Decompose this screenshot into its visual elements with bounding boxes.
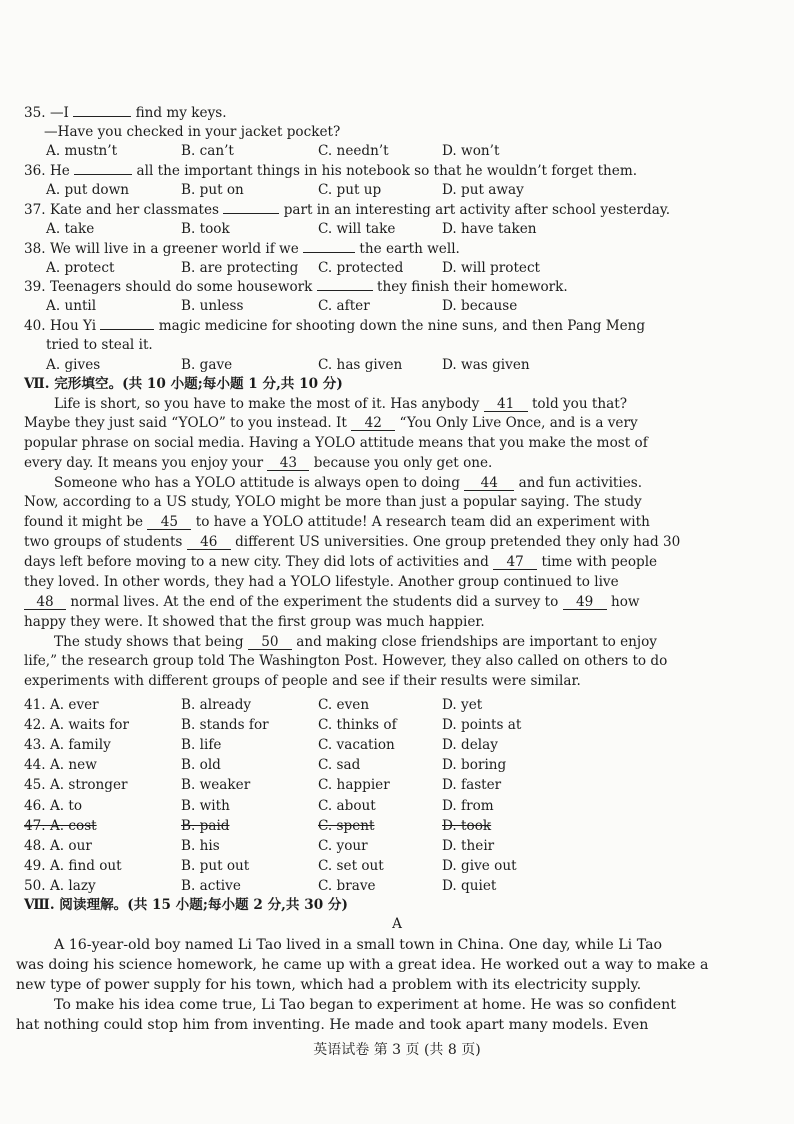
option-c: C. thinks of <box>318 717 397 734</box>
question-35-stem: 35. —I find my keys. <box>24 105 227 121</box>
option-d: D. took <box>442 817 492 834</box>
option-b: B. unless <box>181 298 244 314</box>
reading-line: new type of power supply for his town, which had a problem with its electricity supply. <box>16 977 642 993</box>
blank-42: 42 <box>351 416 395 431</box>
cloze-line: two groups of students 46 different US universities. One group pretended they only had 30 <box>24 534 681 550</box>
reading-line: was doing his science homework, he came up with a great idea. He worked out a way to make a <box>16 957 709 973</box>
question-35-reply: —Have you checked in your jacket pocket? <box>44 124 341 140</box>
option-a: 50. A. lazy <box>24 877 96 894</box>
page-footer: 英语试卷 第 3 页 (共 8 页) <box>313 1042 481 1058</box>
option-d: D. was given <box>442 357 530 373</box>
option-b: B. active <box>181 877 241 894</box>
option-c: C. has given <box>318 357 403 373</box>
option-a: 49. A. find out <box>24 857 122 874</box>
option-a: 43. A. family <box>24 737 111 754</box>
reading-line: A 16-year-old boy named Li Tao lived in a small town in China. One day, while Li Tao <box>54 937 663 953</box>
option-b: B. put on <box>181 182 244 198</box>
option-d: D. their <box>442 837 495 854</box>
cloze-line: found it might be 45 to have a YOLO attitude! A research team did an experiment with <box>24 514 650 530</box>
option-b: B. are protecting <box>181 260 299 276</box>
option-a: 45. A. stronger <box>24 777 128 794</box>
option-d: D. give out <box>442 857 517 874</box>
option-b: B. life <box>181 737 222 754</box>
option-d: D. quiet <box>442 877 497 894</box>
blank-45: 45 <box>147 515 191 530</box>
blank-48: 48 <box>24 595 66 610</box>
blank-47: 47 <box>493 555 537 570</box>
question-40-stem-cont: tried to steal it. <box>46 337 153 353</box>
answer-blank <box>317 290 373 291</box>
option-d: D. will protect <box>442 260 541 276</box>
option-c: C. your <box>318 837 368 854</box>
cloze-line: 48 normal lives. At the end of the experiment the students did a survey to 49 how <box>24 593 640 611</box>
option-c: C. set out <box>318 857 384 874</box>
option-a: A. mustn’t <box>46 143 118 159</box>
option-b: B. stands for <box>181 717 269 734</box>
option-d: D. from <box>442 797 494 814</box>
cloze-line: days left before moving to a new city. They did lots of activities and 47 time with people <box>24 554 658 570</box>
blank-41: 41 <box>484 397 528 412</box>
option-c: C. sad <box>318 757 361 774</box>
question-38-stem: 38. We will live in a greener world if we the earth well. <box>24 241 460 257</box>
cloze-line: they loved. In other words, they had a YOLO lifestyle. Another group continued to live <box>24 574 619 590</box>
blank-43: 43 <box>267 456 309 471</box>
cloze-line: experiments with different groups of people and see if their results were similar. <box>24 673 581 689</box>
option-a: A. take <box>46 221 95 237</box>
option-a: 41. A. ever <box>24 697 99 713</box>
cloze-line: Life is short, so you have to make the most of it. Has anybody 41 told you that? <box>54 396 627 412</box>
blank-46: 46 <box>187 535 231 550</box>
option-c: C. after <box>318 298 370 314</box>
option-c: C. vacation <box>318 737 395 754</box>
option-b: B. his <box>181 837 220 854</box>
option-a: 42. A. waits for <box>24 717 129 734</box>
option-a: 47. A. cost <box>24 817 97 834</box>
cloze-line: popular phrase on social media. Having a YOLO attitude means that you make the most of <box>24 435 648 451</box>
answer-blank <box>303 252 355 253</box>
question-39-stem: 39. Teenagers should do some housework they finish their homework. <box>24 279 568 295</box>
passage-label: A <box>392 916 402 932</box>
blank-50: 50 <box>248 635 292 650</box>
option-a: A. until <box>46 298 97 314</box>
option-d: D. faster <box>442 777 502 794</box>
option-b: B. old <box>181 757 221 774</box>
option-b: B. already <box>181 697 252 713</box>
answer-blank <box>223 213 279 214</box>
option-d: D. won’t <box>442 143 500 159</box>
option-c: C. protected <box>318 260 404 276</box>
question-37-stem: 37. Kate and her classmates part in an interesting art activity after school yesterday. <box>24 202 671 218</box>
option-c: C. will take <box>318 221 396 237</box>
option-b: B. put out <box>181 857 250 874</box>
section-7-heading: Ⅶ. 完形填空。(共 10 小题;每小题 1 分,共 10 分) <box>24 376 343 392</box>
cloze-line: Someone who has a YOLO attitude is always open to doing 44 and fun activities. <box>54 475 643 491</box>
option-b: B. with <box>181 797 230 814</box>
option-b: B. can’t <box>181 143 234 159</box>
blank-49: 49 <box>563 595 607 610</box>
option-c: C. about <box>318 797 376 814</box>
option-d: D. delay <box>442 737 498 754</box>
option-c: C. even <box>318 697 370 713</box>
answer-blank <box>73 116 131 117</box>
option-c: C. needn’t <box>318 143 389 159</box>
cloze-line: Now, according to a US study, YOLO might be more than just a popular saying. The study <box>24 494 642 510</box>
option-d: D. because <box>442 298 518 314</box>
option-b: B. gave <box>181 357 233 373</box>
option-c: C. put up <box>318 182 382 198</box>
cloze-line: Maybe they just said “YOLO” to you instead. It 42 “You Only Live Once, and is a very <box>24 415 638 431</box>
option-d: D. have taken <box>442 221 537 237</box>
option-d: D. boring <box>442 757 507 774</box>
option-b: B. paid <box>181 817 230 834</box>
option-c: C. happier <box>318 777 390 794</box>
question-40-stem: 40. Hou Yi magic medicine for shooting down the nine suns, and then Pang Meng <box>24 318 646 334</box>
option-a: 44. A. new <box>24 757 97 774</box>
section-8-heading: Ⅷ. 阅读理解。(共 15 小题;每小题 2 分,共 30 分) <box>24 897 348 913</box>
option-b: B. took <box>181 221 230 237</box>
option-d: D. yet <box>442 697 483 713</box>
option-d: D. put away <box>442 182 524 198</box>
option-a: A. protect <box>46 260 115 276</box>
answer-blank <box>100 329 154 330</box>
option-a: A. gives <box>46 357 101 373</box>
cloze-line: happy they were. It showed that the first group was much happier. <box>24 614 485 630</box>
option-b: B. weaker <box>181 777 251 794</box>
cloze-line: The study shows that being 50 and making close friendships are important to enjoy <box>54 634 657 650</box>
answer-blank <box>74 174 132 175</box>
reading-line: To make his idea come true, Li Tao began to experiment at home. He was so confident <box>54 997 676 1013</box>
option-c: C. spent <box>318 817 375 834</box>
question-36-stem: 36. He all the important things in his notebook so that he wouldn’t forget them. <box>24 163 638 179</box>
option-c: C. brave <box>318 877 376 894</box>
option-a: 46. A. to <box>24 797 83 814</box>
reading-line: hat nothing could stop him from inventing. He made and took apart many models. Even <box>16 1017 649 1033</box>
cloze-line: every day. It means you enjoy your 43 because you only get one. <box>24 455 493 471</box>
blank-44: 44 <box>464 476 514 491</box>
option-a: A. put down <box>46 182 129 198</box>
option-a: 48. A. our <box>24 837 92 854</box>
cloze-line: life,” the research group told The Washington Post. However, they also called on others to do <box>24 653 668 669</box>
option-d: D. points at <box>442 717 522 734</box>
